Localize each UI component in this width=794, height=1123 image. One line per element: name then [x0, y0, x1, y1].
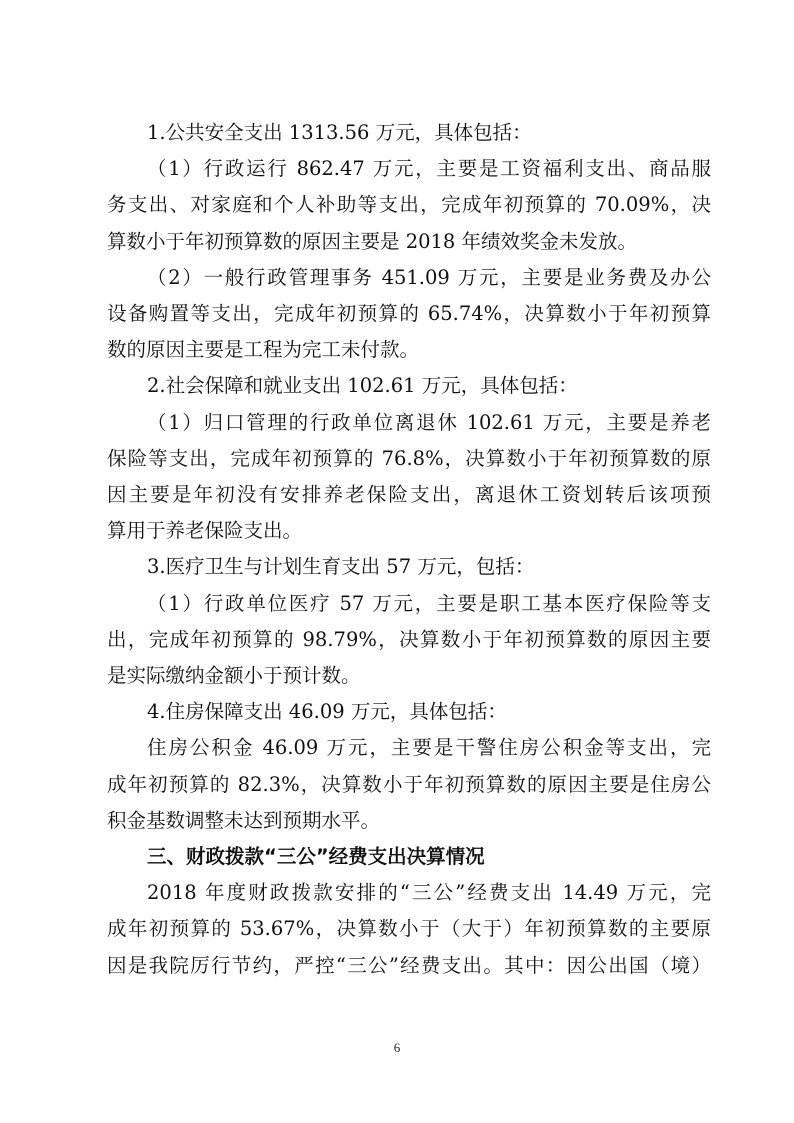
text-line: 成年初预算的 82.3%，决算数小于年初预算数的原因主要是住房公: [107, 772, 711, 796]
text-line: （1）行政单位医疗 57 万元，主要是职工基本医疗保险等支: [147, 591, 711, 615]
paragraph: [107, 730, 711, 839]
text-line: 算数小于年初预算数的原因主要是 2018 年绩效奖金未发放。: [107, 229, 638, 253]
paragraph: [107, 115, 711, 151]
text-line: 设备购置等支出，完成年初预算的 65.74%，决算数小于年初预算: [107, 302, 711, 326]
paragraph: [107, 586, 711, 695]
paragraph: [107, 875, 711, 984]
text-line: 出，完成年初预算的 98.79%，决算数小于年初预算数的原因主要: [107, 627, 711, 651]
text-line: （1）归口管理的行政单位离退休 102.61 万元，主要是养老: [147, 410, 711, 434]
paragraph: [107, 151, 711, 260]
section-heading: [107, 839, 711, 875]
paragraph: [107, 549, 711, 585]
text-line: 数的原因主要是工程为完工未付款。: [107, 338, 420, 362]
text-line: 住房公积金 46.09 万元，主要是干警住房公积金等支出，完: [147, 736, 711, 760]
paragraph: [107, 694, 711, 730]
text-line: 因主要是年初没有安排养老保险支出，离退休工资划转后该项预: [107, 483, 711, 507]
text-line: 因是我院厉行节约，严控“三公”经费支出。其中：因公出国（境）: [107, 953, 711, 977]
text-line: 三、财政拨款“三公”经费支出决算情况: [147, 845, 485, 869]
text-line: 2.社会保障和就业支出 102.61 万元，具体包括：: [147, 374, 578, 398]
text-line: （1）行政运行 862.47 万元，主要是工资福利支出、商品服: [147, 157, 711, 181]
text-line: （2）一般行政管理事务 451.09 万元，主要是业务费及办公: [147, 265, 711, 289]
text-line: 保险等支出，完成年初预算的 76.8%，决算数小于年初预算数的原: [107, 446, 711, 470]
paragraph: [107, 405, 711, 550]
paragraph: [107, 368, 711, 404]
text-line: 2018 年度财政拨款安排的“三公”经费支出 14.49 万元，完: [147, 881, 711, 905]
text-line: 是实际缴纳金额小于预计数。: [107, 664, 361, 688]
text-line: 务支出、对家庭和个人补助等支出，完成年初预算的 70.09%，决: [107, 193, 711, 217]
paragraph: [107, 260, 711, 369]
text-line: 积金基数调整未达到预期水平。: [107, 808, 381, 832]
text-line: 3.医疗卫生与计划生育支出 57 万元，包括：: [147, 555, 535, 579]
text-line: 算用于养老保险支出。: [107, 519, 303, 543]
text-line: 1.公共安全支出 1313.56 万元，具体包括：: [147, 121, 532, 144]
page-number: 6: [393, 1040, 401, 1055]
text-line: 4.住房保障支出 46.09 万元，具体包括：: [147, 700, 507, 724]
document-body: [107, 115, 711, 984]
text-line: 成年初预算的 53.67%，决算数小于（大于）年初预算数的主要原: [107, 917, 711, 941]
